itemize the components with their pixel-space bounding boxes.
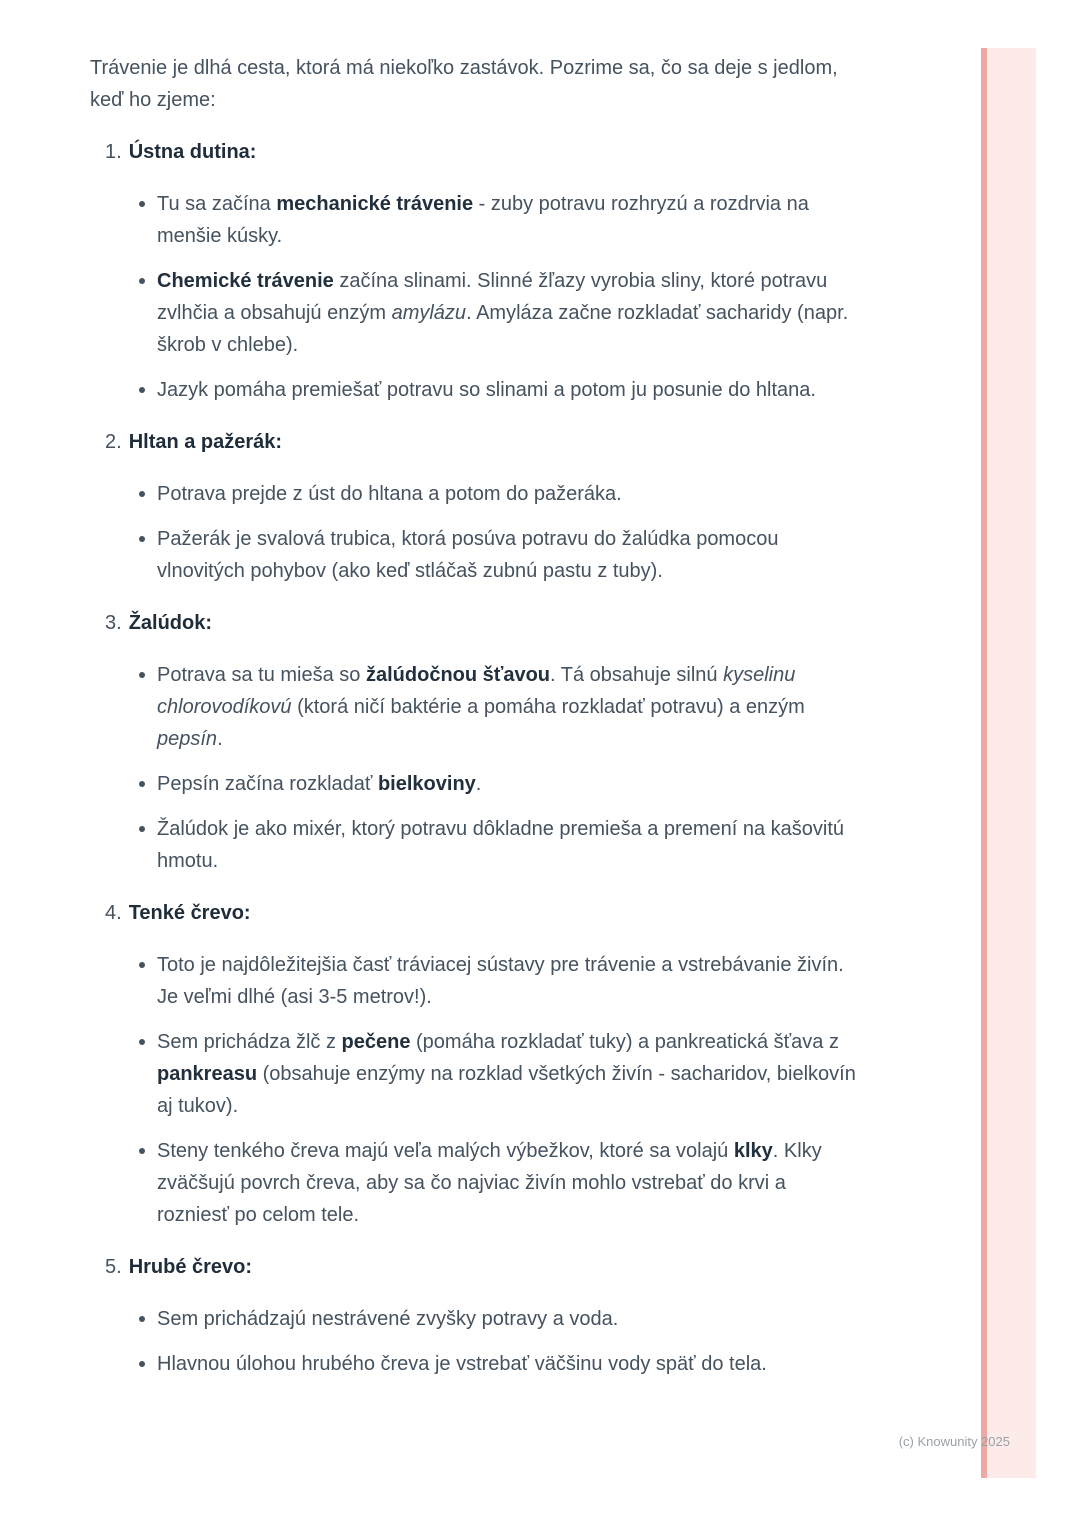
- bullet-item: [90, 523, 860, 587]
- text-segment: Steny tenkého čreva majú veľa malých výbežkov, ktoré sa volajú: [157, 1140, 734, 1162]
- section-title-text: Hltan a pažerák:: [128, 431, 283, 453]
- text-segment: Sem prichádza žlč z: [157, 1031, 342, 1053]
- bullet-marker: [139, 278, 145, 284]
- bullet-item: [90, 478, 860, 510]
- text-segment: pepsín: [157, 728, 218, 750]
- text-segment: klky: [733, 1140, 773, 1162]
- bullet-marker: [139, 201, 145, 207]
- text-segment: Toto je najdôležitejšia časť tráviacej sústavy pre trávenie a vstrebávanie živín. Je veľmi dlhé (asi 3-5 metrov!).: [157, 954, 844, 1008]
- intro-paragraph: Trávenie je dlhá cesta, ktorá má niekoľko zastávok. Pozrime sa, čo sa deje s jedlom, keď ho zjeme:: [90, 57, 838, 111]
- bullet-list: [90, 949, 862, 1231]
- bullet-marker: [139, 387, 145, 393]
- section-title: [90, 897, 862, 929]
- bullet-marker: [139, 1148, 145, 1154]
- section-title: [90, 426, 862, 458]
- bullet-marker: [139, 536, 145, 542]
- text-segment: kyselinu chlorovodíkovú: [157, 664, 796, 718]
- bullet-item: [90, 188, 860, 252]
- bullet-list: [90, 659, 862, 877]
- text-segment: žalúdočnou šťavou: [365, 664, 551, 686]
- bullet-marker: [139, 1361, 145, 1367]
- bullet-item: [90, 813, 860, 877]
- bullet-marker: [139, 1039, 145, 1045]
- section-title-text: Tenké črevo:: [128, 902, 251, 924]
- section-number: 5.: [105, 1256, 122, 1278]
- section-title: [90, 607, 862, 639]
- text-segment: .: [217, 728, 223, 750]
- text-segment: - zuby potravu rozhryzú a rozdrvia na menšie kúsky.: [157, 193, 809, 247]
- text-segment: Tu sa začína: [157, 193, 277, 215]
- section-number: 1.: [105, 141, 122, 163]
- bullet-marker: [139, 826, 145, 832]
- bullet-marker: [139, 672, 145, 678]
- text-segment: začína slinami. Slinné žľazy vyrobia sliny, ktoré potravu zvlhčia a obsahujú enzým: [157, 270, 828, 324]
- text-segment: Žalúdok je ako mixér, ktorý potravu dôkladne premieša a premení na kašovitú hmotu.: [157, 818, 845, 872]
- text-segment: .: [475, 773, 482, 795]
- bullet-marker: [139, 491, 145, 497]
- bullet-item: [90, 1303, 860, 1335]
- text-segment: Pepsín začína rozkladať: [157, 773, 378, 795]
- bullet-marker: [139, 1316, 145, 1322]
- document-content: [90, 52, 862, 1393]
- text-segment: Chemické trávenie: [157, 270, 334, 292]
- text-segment: amylázu: [391, 302, 467, 324]
- sections-list: [90, 136, 862, 1380]
- text-segment: . Klky zväčšujú povrch čreva, aby sa čo najviac živín mohlo vstrebať do krvi a rozniesť po celom tele.: [157, 1140, 822, 1226]
- section-item: [90, 897, 862, 1231]
- section-title-text: Žalúdok:: [128, 612, 213, 634]
- text-segment: (pomáha rozkladať tuky) a pankreatická šťava z: [410, 1031, 839, 1053]
- bullet-list: [90, 478, 862, 587]
- bullet-item: [90, 265, 860, 361]
- text-segment: Hlavnou úlohou hrubého čreva je vstrebať väčšinu vody späť do tela.: [157, 1353, 767, 1375]
- bullet-list: [90, 1303, 862, 1380]
- bullet-item: [90, 659, 860, 755]
- text-segment: pečene: [341, 1031, 411, 1053]
- section-item: [90, 426, 862, 587]
- section-number: 2.: [105, 431, 122, 453]
- text-segment: Potrava sa tu mieša so: [157, 664, 366, 686]
- bullet-marker: [139, 781, 145, 787]
- bullet-list: [90, 188, 862, 406]
- text-segment: Potrava prejde z úst do hltana a potom do pažeráka.: [157, 483, 622, 505]
- section-item: [90, 607, 862, 877]
- text-segment: . Tá obsahuje silnú: [550, 664, 724, 686]
- section-title-text: Hrubé črevo:: [128, 1256, 253, 1278]
- text-segment: . Amyláza začne rozkladať sacharidy (napr. škrob v chlebe).: [157, 302, 849, 356]
- section-number: 4.: [105, 902, 122, 924]
- section-item: [90, 1251, 862, 1380]
- right-accent-bar: [981, 48, 1036, 1478]
- text-segment: Jazyk pomáha premiešať potravu so slinami a potom ju posunie do hltana.: [157, 379, 816, 401]
- text-segment: (ktorá ničí baktérie a pomáha rozkladať potravu) a enzým: [291, 696, 805, 718]
- bullet-item: [90, 768, 860, 800]
- section-number: 3.: [105, 612, 122, 634]
- section-item: [90, 136, 862, 406]
- bullet-item: [90, 949, 860, 1013]
- footer-credit: (c) Knowunity 2025: [898, 1434, 1010, 1449]
- bullet-item: [90, 1026, 860, 1122]
- section-title-text: Ústna dutina:: [128, 141, 257, 163]
- text-segment: Pažerák je svalová trubica, ktorá posúva potravu do žalúdka pomocou vlnovitých pohybov (ako keď stláčaš zubnú pastu z tuby).: [157, 528, 779, 582]
- text-segment: bielkoviny: [377, 773, 476, 795]
- bullet-marker: [139, 962, 145, 968]
- text-segment: mechanické trávenie: [276, 193, 474, 215]
- bullet-item: [90, 374, 860, 406]
- section-title: [90, 136, 862, 168]
- text-segment: (obsahuje enzýmy na rozklad všetkých živín - sacharidov, bielkovín aj tukov).: [157, 1063, 856, 1117]
- section-title: [90, 1251, 862, 1283]
- text-segment: Sem prichádzajú nestrávené zvyšky potravy a voda.: [157, 1308, 619, 1330]
- bullet-item: [90, 1135, 860, 1231]
- bullet-item: [90, 1348, 860, 1380]
- text-segment: pankreasu: [157, 1063, 258, 1085]
